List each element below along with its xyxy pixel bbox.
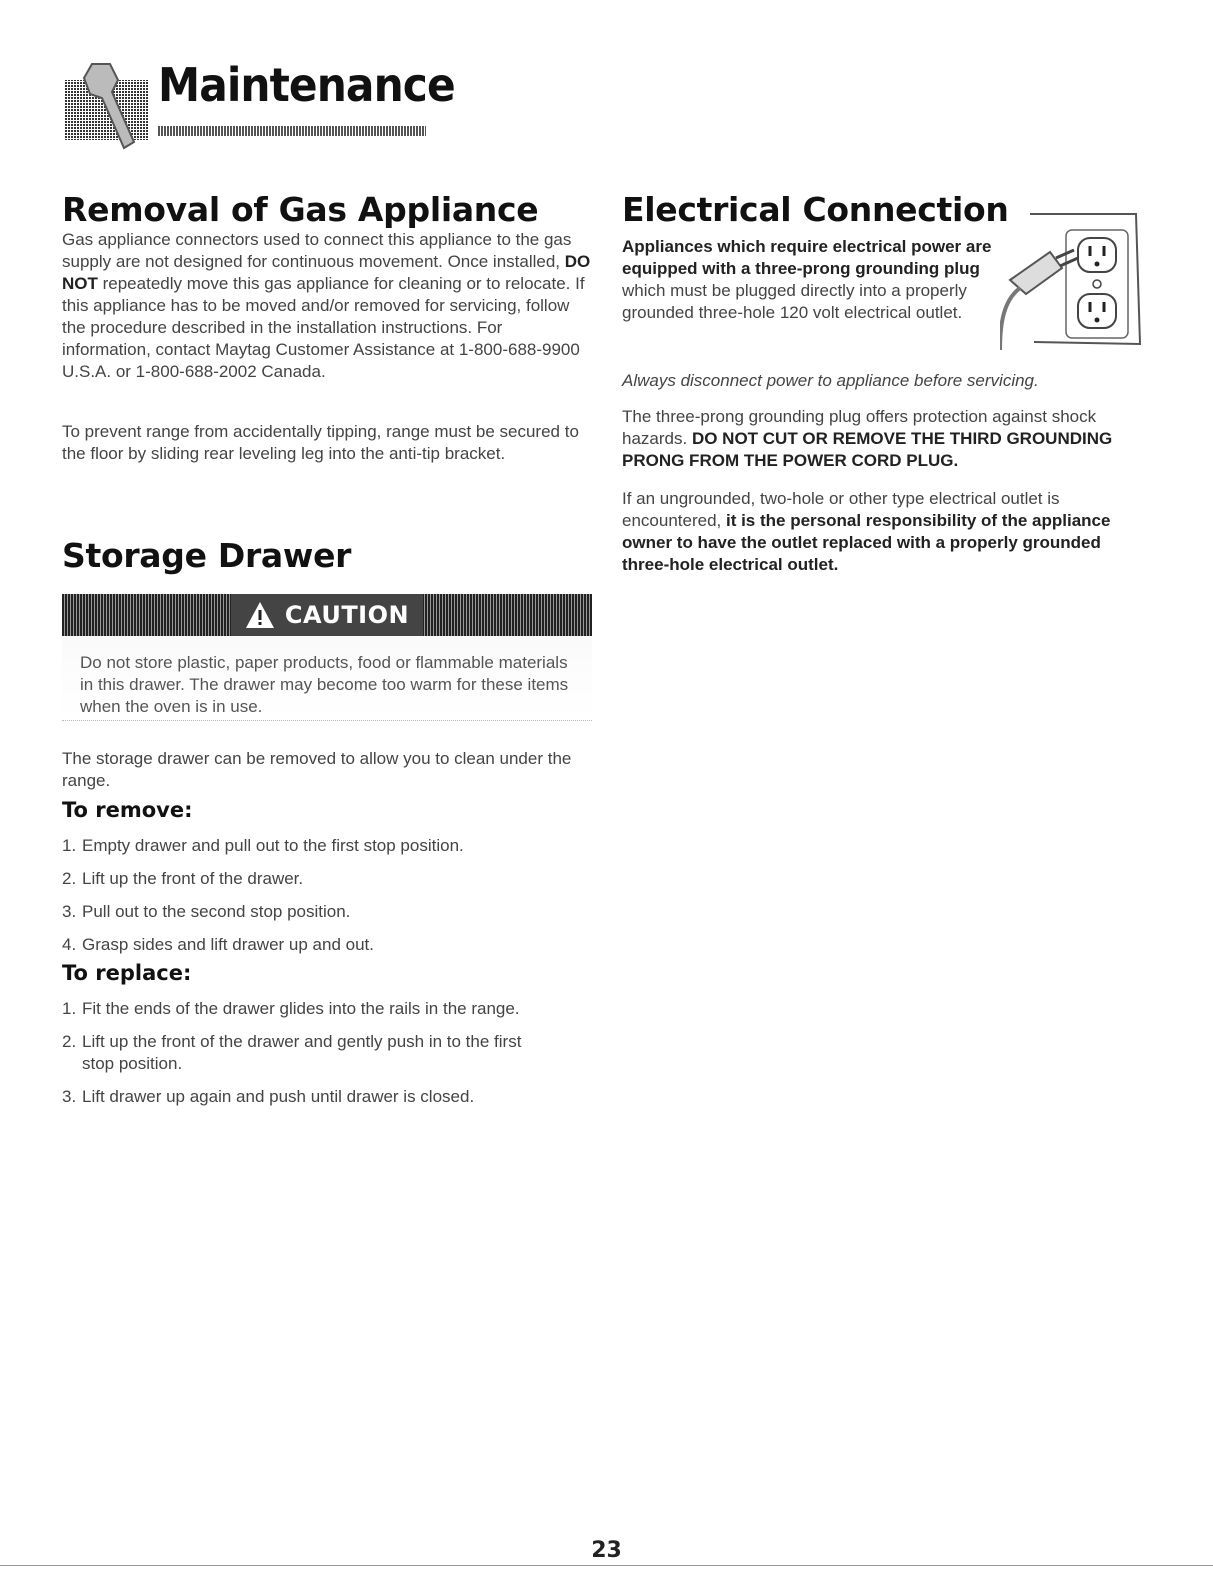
title-underline xyxy=(158,126,426,136)
electrical-paragraph-1: Appliances which require electrical power are equipped with a three-prong grounding plug which must be plugged directly into a properly grounded three-hole 120 volt electrical outlet. xyxy=(622,237,992,322)
list-item: 3. Pull out to the second stop position. xyxy=(62,902,351,921)
caution-text: Do not store plastic, paper products, food or flammable materials in this drawer. The drawer may become too warm for these items when the oven is in use. xyxy=(80,653,569,716)
replace-heading: To replace: xyxy=(62,961,192,985)
footer-divider xyxy=(0,1565,1213,1566)
removal-heading: Removal of Gas Appliance xyxy=(62,190,539,229)
list-item: 2. Lift up the front of the drawer. xyxy=(62,869,304,888)
remove-heading: To remove: xyxy=(62,798,193,822)
replace-steps xyxy=(62,998,592,1119)
list-item: 1. Empty drawer and pull out to the first stop position. xyxy=(62,836,464,855)
list-item: 2. Lift up the front of the drawer and gently push in to the first stop position. xyxy=(62,1032,522,1073)
electrical-heading: Electrical Connection xyxy=(622,190,1009,229)
removal-paragraph-2: To prevent range from accidentally tipping, range must be secured to the floor by sliding rear leveling leg into the anti-tip bracket. xyxy=(62,422,579,463)
removal-paragraph-1: Gas appliance connectors used to connect this appliance to the gas supply are not designed for continuous movement. Once installed, DO NOT repeatedly move this gas appliance for cleaning or to relocate. If this appliance has to be moved and/or removed for servicing, follow the procedure described in the installation instructions. For information, contact Maytag Customer Assistance at 1-800-688-9900 U.S.A. or 1-800-688-2002 Canada. xyxy=(62,230,591,381)
remove-steps xyxy=(62,835,592,967)
caution-banner xyxy=(62,594,592,636)
wrench-icon xyxy=(62,58,150,150)
list-item: 3. Lift drawer up again and push until drawer is closed. xyxy=(62,1087,475,1106)
storage-heading: Storage Drawer xyxy=(62,536,352,575)
electrical-italic-note: Always disconnect power to appliance before servicing. xyxy=(622,371,1039,390)
caution-label: CAUTION xyxy=(284,601,410,629)
page-title: Maintenance xyxy=(158,58,455,112)
storage-intro: The storage drawer can be removed to allow you to clean under the range. xyxy=(62,749,572,790)
warning-icon xyxy=(245,601,275,629)
list-item: 1. Fit the ends of the drawer glides into the rails in the range. xyxy=(62,999,520,1018)
electrical-paragraph-3: If an ungrounded, two-hole or other type electrical outlet is encountered, it is the personal responsibility of the appliance owner to have the outlet replaced with a properly grounded three-hole electrical outlet. xyxy=(622,489,1111,574)
list-item: 4. Grasp sides and lift drawer up and out. xyxy=(62,935,374,954)
page-number: 23 xyxy=(591,1538,622,1563)
grounded-outlet-plug-illustration xyxy=(1000,212,1145,352)
electrical-paragraph-2: The three-prong grounding plug offers protection against shock hazards. DO NOT CUT OR REMOVE THE THIRD GROUNDING PRONG FROM THE POWER CORD PLUG. xyxy=(622,407,1113,470)
